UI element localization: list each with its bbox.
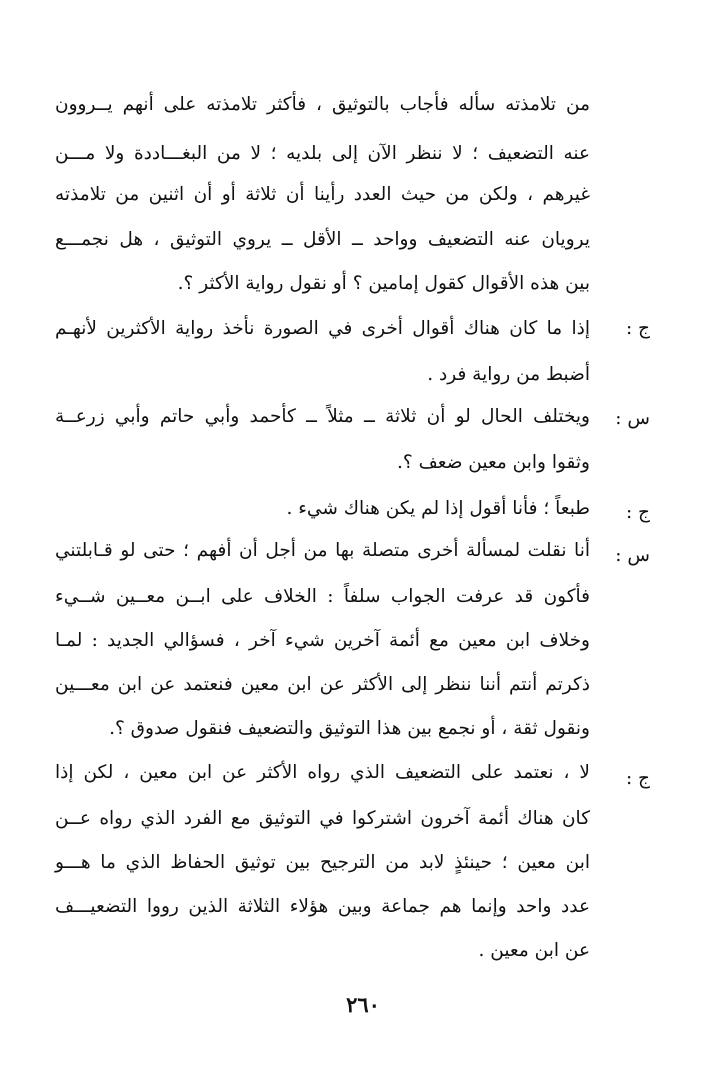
- speaker-marker-answer: ج :: [625, 768, 650, 789]
- text-line: ذكرتم أنتم أننا ننظر إلى الأكثر عن ابن معين فنعتمد عن ابن معـــين: [55, 674, 590, 695]
- page-number: ٢٦٠: [346, 992, 380, 1017]
- speaker-marker-answer: ج :: [625, 502, 650, 523]
- text-line: لا ، نعتمد على التضعيف الذي رواه الأكثر عن ابن معين ، لكن إذا: [55, 762, 590, 783]
- text-line: ابن معين ؛ حينئذٍ لابد من الترجيح بين توثيق الحفاظ الذي ما هـــو: [55, 852, 590, 873]
- text-line: غيرهم ، ولكن من حيث العدد رأينا أن ثلاثة أو أن اثنين من تلامذته: [55, 184, 590, 205]
- speaker-marker-question: س :: [615, 545, 650, 566]
- text-line: أنا نقلت لمسألة أخرى متصلة بها من أجل أن أفهم ؛ حتى لو قـابلتني: [55, 540, 590, 561]
- text-line: أضبط من رواية فرد .: [427, 364, 590, 385]
- text-line: عنه التضعيف ؛ لا ننظر الآن إلى بلديه ؛ لا من البغـــاددة ولا مـــن: [55, 143, 590, 164]
- text-line: ونقول ثقة ، أو نجمع بين هذا التوثيق والتضعيف فنقول صدوق ؟.: [109, 718, 590, 739]
- text-line: عدد واحد وإنما هم جماعة وبين هؤلاء الثلاثة الذين رووا التضعيـــف: [55, 896, 590, 917]
- text-line: طبعاً ؛ فأنا أقول إذا لم يكن هناك شيء .: [286, 498, 590, 519]
- speaker-marker-question: س :: [615, 408, 650, 429]
- text-line: بين هذه الأقوال كقول إمامين ؟ أو نقول رواية الأكثر ؟.: [177, 273, 590, 294]
- text-line: وثقوا وابن معين ضعف ؟.: [397, 452, 590, 473]
- text-line: ويختلف الحال لو أن ثلاثة ــ مثلاً ــ كأحمد وأبي حاتم وأبي زرعــة: [55, 406, 590, 427]
- text-line: عن ابن معين .: [478, 940, 590, 961]
- text-line: إذا ما كان هناك أقوال أخرى في الصورة نأخذ رواية الأكثرين لأنهـم: [55, 318, 590, 339]
- text-line: من تلامذته سأله فأجاب بالتوثيق ، فأكثر تلامذته على أنهم يــروون: [55, 94, 590, 115]
- text-line: فأكون قد عرفت الجواب سلفاً : الخلاف على ابــن معــين شــيء: [55, 586, 590, 607]
- text-line: يرويان عنه التضعيف وواحد ــ الأقل ــ يروي التوثيق ، هل نجمـــع: [55, 229, 590, 250]
- text-line: وخلاف ابن معين مع أئمة آخرين شيء آخر ، فسؤالي الجديد : لمـا: [55, 630, 590, 651]
- text-line: كان هناك أئمة آخرون اشتركوا في التوثيق مع الفرد الذي رواه عــن: [55, 808, 590, 829]
- speaker-marker-answer: ج :: [625, 318, 650, 339]
